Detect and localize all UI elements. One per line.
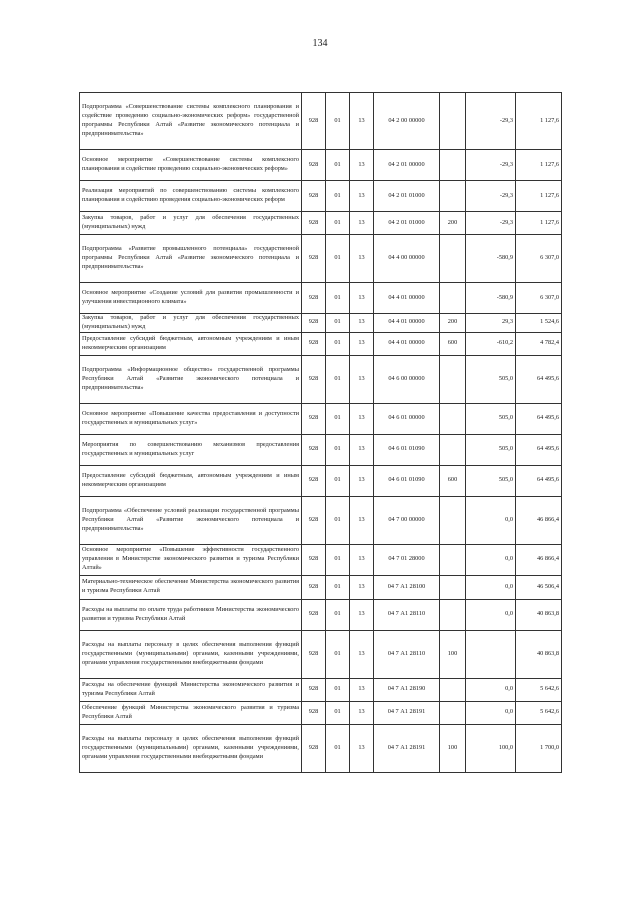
cell-gr: 928 <box>302 496 326 544</box>
cell-vr: 600 <box>440 332 466 355</box>
cell-csr: 04 2 01 01000 <box>374 181 440 212</box>
cell-gr: 928 <box>302 678 326 701</box>
cell-pr: 13 <box>350 544 374 575</box>
cell-csr: 04 4 00 00000 <box>374 235 440 283</box>
cell-pr: 13 <box>350 724 374 772</box>
cell-csr: 04 7 А1 28191 <box>374 724 440 772</box>
cell-change: 0,0 <box>466 599 516 630</box>
table-row <box>80 150 562 181</box>
cell-pr: 13 <box>350 93 374 150</box>
cell-vr: 200 <box>440 212 466 235</box>
table-row <box>80 678 562 701</box>
cell-sum: 46 506,4 <box>516 575 562 599</box>
cell-rz: 01 <box>326 332 350 355</box>
table-row <box>80 355 562 403</box>
cell-pr: 13 <box>350 678 374 701</box>
cell-change: 505,0 <box>466 434 516 465</box>
cell-pr: 13 <box>350 150 374 181</box>
cell-change: -610,2 <box>466 332 516 355</box>
table-row <box>80 93 562 150</box>
cell-gr: 928 <box>302 434 326 465</box>
cell-rz: 01 <box>326 496 350 544</box>
cell-name: Основное мероприятие «Повышение качества предоставления и доступности государственных и муниципальных услуг» <box>80 403 302 434</box>
cell-csr: 04 6 01 01090 <box>374 465 440 496</box>
cell-change: 0,0 <box>466 544 516 575</box>
cell-gr: 928 <box>302 181 326 212</box>
cell-sum: 64 495,6 <box>516 434 562 465</box>
cell-csr: 04 6 01 01090 <box>374 434 440 465</box>
cell-csr: 04 4 01 00000 <box>374 283 440 314</box>
cell-gr: 928 <box>302 283 326 314</box>
cell-pr: 13 <box>350 403 374 434</box>
table-row <box>80 314 562 333</box>
table-row <box>80 332 562 355</box>
cell-rz: 01 <box>326 314 350 333</box>
cell-sum: 1 127,6 <box>516 93 562 150</box>
cell-gr: 928 <box>302 355 326 403</box>
cell-rz: 01 <box>326 701 350 724</box>
cell-vr <box>440 678 466 701</box>
cell-name: Основное мероприятие «Создание условий для развития промышленности и улучшения инвестиционного климата» <box>80 283 302 314</box>
cell-gr: 928 <box>302 150 326 181</box>
cell-vr <box>440 599 466 630</box>
cell-name: Расходы на обеспечение функций Министерства экономического развития и туризма Республики Алтай <box>80 678 302 701</box>
cell-rz: 01 <box>326 93 350 150</box>
cell-sum: 5 642,6 <box>516 701 562 724</box>
cell-name: Расходы на выплаты персоналу в целях обеспечения выполнения функций государственными (муниципальными) органами, казенными учреждениями, органами управления государственными внебюджетными фондами <box>80 724 302 772</box>
table-row <box>80 630 562 678</box>
cell-csr: 04 6 00 00000 <box>374 355 440 403</box>
cell-sum: 64 495,6 <box>516 403 562 434</box>
cell-pr: 13 <box>350 283 374 314</box>
cell-name: Расходы на выплаты по оплате труда работников Министерства экономического развития и туризма Республики Алтай <box>80 599 302 630</box>
cell-sum: 1 127,6 <box>516 181 562 212</box>
cell-pr: 13 <box>350 235 374 283</box>
cell-sum: 64 495,6 <box>516 355 562 403</box>
table-row <box>80 599 562 630</box>
table-row <box>80 434 562 465</box>
cell-vr <box>440 403 466 434</box>
cell-rz: 01 <box>326 403 350 434</box>
cell-gr: 928 <box>302 575 326 599</box>
cell-sum: 1 700,0 <box>516 724 562 772</box>
cell-name: Мероприятия по совершенствованию механизмов предоставления государственных и муниципальных услуг <box>80 434 302 465</box>
cell-gr: 928 <box>302 701 326 724</box>
cell-pr: 13 <box>350 599 374 630</box>
cell-csr: 04 2 00 00000 <box>374 93 440 150</box>
cell-csr: 04 4 01 00000 <box>374 332 440 355</box>
table-row <box>80 544 562 575</box>
table-row <box>80 212 562 235</box>
cell-change: 505,0 <box>466 465 516 496</box>
cell-rz: 01 <box>326 599 350 630</box>
cell-sum: 64 495,6 <box>516 465 562 496</box>
cell-gr: 928 <box>302 724 326 772</box>
cell-sum: 4 782,4 <box>516 332 562 355</box>
cell-change: 0,0 <box>466 678 516 701</box>
page-number: 134 <box>312 38 328 49</box>
cell-rz: 01 <box>326 181 350 212</box>
table-row <box>80 283 562 314</box>
cell-gr: 928 <box>302 630 326 678</box>
cell-pr: 13 <box>350 630 374 678</box>
cell-vr <box>440 181 466 212</box>
cell-name: Предоставление субсидий бюджетным, автономным учреждениям и иным некоммерческим организациям <box>80 332 302 355</box>
cell-sum: 1 524,6 <box>516 314 562 333</box>
cell-name: Закупка товаров, работ и услуг для обеспечения государственных (муниципальных) нужд <box>80 212 302 235</box>
cell-pr: 13 <box>350 575 374 599</box>
cell-change: -29,3 <box>466 93 516 150</box>
cell-rz: 01 <box>326 150 350 181</box>
cell-sum: 40 863,8 <box>516 630 562 678</box>
cell-vr <box>440 701 466 724</box>
cell-csr: 04 6 01 00000 <box>374 403 440 434</box>
cell-pr: 13 <box>350 434 374 465</box>
cell-sum: 6 307,0 <box>516 235 562 283</box>
cell-name: Предоставление субсидий бюджетным, автономным учреждениям и иным некоммерческим организациям <box>80 465 302 496</box>
cell-rz: 01 <box>326 630 350 678</box>
cell-rz: 01 <box>326 544 350 575</box>
cell-change: 505,0 <box>466 403 516 434</box>
table-row <box>80 701 562 724</box>
cell-vr <box>440 93 466 150</box>
cell-rz: 01 <box>326 465 350 496</box>
cell-name: Материально-техническое обеспечение Министерства экономического развития и туризма Республики Алтай <box>80 575 302 599</box>
cell-gr: 928 <box>302 212 326 235</box>
cell-change: 0,0 <box>466 496 516 544</box>
cell-name: Подпрограмма «Развитие промышленного потенциала» государственной программы Республики Алтай «Развитие экономического потенциала и предпринимательства» <box>80 235 302 283</box>
cell-change: -29,3 <box>466 181 516 212</box>
cell-csr: 04 2 01 00000 <box>374 150 440 181</box>
cell-vr <box>440 150 466 181</box>
cell-gr: 928 <box>302 235 326 283</box>
table-row <box>80 575 562 599</box>
cell-gr: 928 <box>302 332 326 355</box>
table-row <box>80 496 562 544</box>
cell-rz: 01 <box>326 212 350 235</box>
cell-vr <box>440 434 466 465</box>
cell-vr <box>440 235 466 283</box>
cell-name: Расходы на выплаты персоналу в целях обеспечения выполнения функций государственными (муниципальными) органами, казенными учреждениями, органами управления государственными внебюджетными фондами <box>80 630 302 678</box>
cell-csr: 04 7 01 28000 <box>374 544 440 575</box>
cell-sum: 46 866,4 <box>516 544 562 575</box>
cell-change: 0,0 <box>466 575 516 599</box>
cell-pr: 13 <box>350 332 374 355</box>
cell-change: -580,9 <box>466 283 516 314</box>
cell-pr: 13 <box>350 355 374 403</box>
cell-csr: 04 7 А1 28191 <box>374 701 440 724</box>
cell-change: -29,3 <box>466 150 516 181</box>
cell-vr <box>440 544 466 575</box>
cell-rz: 01 <box>326 724 350 772</box>
cell-gr: 928 <box>302 465 326 496</box>
cell-sum: 6 307,0 <box>516 283 562 314</box>
cell-change: -580,9 <box>466 235 516 283</box>
cell-rz: 01 <box>326 575 350 599</box>
cell-rz: 01 <box>326 434 350 465</box>
cell-rz: 01 <box>326 678 350 701</box>
cell-change: 505,0 <box>466 355 516 403</box>
cell-pr: 13 <box>350 496 374 544</box>
table-row <box>80 235 562 283</box>
cell-sum: 1 127,6 <box>516 212 562 235</box>
cell-sum: 1 127,6 <box>516 150 562 181</box>
cell-name: Основное мероприятие «Совершенствование системы комплексного планирования и содействие проведению социально-экономических реформ» <box>80 150 302 181</box>
cell-change <box>466 630 516 678</box>
cell-change: 29,3 <box>466 314 516 333</box>
cell-pr: 13 <box>350 181 374 212</box>
cell-vr: 100 <box>440 630 466 678</box>
table-row <box>80 465 562 496</box>
cell-change: -29,3 <box>466 212 516 235</box>
cell-csr: 04 4 01 00000 <box>374 314 440 333</box>
cell-gr: 928 <box>302 403 326 434</box>
cell-name: Подпрограмма «Информационное общество» государственной программы Республики Алтай «Развитие экономического потенциала и предпринимательства» <box>80 355 302 403</box>
cell-vr <box>440 283 466 314</box>
cell-gr: 928 <box>302 544 326 575</box>
cell-change: 0,0 <box>466 701 516 724</box>
table-row <box>80 403 562 434</box>
cell-vr: 100 <box>440 724 466 772</box>
cell-vr <box>440 575 466 599</box>
budget-table <box>79 92 562 773</box>
table-body <box>80 93 562 773</box>
cell-pr: 13 <box>350 465 374 496</box>
cell-csr: 04 7 00 00000 <box>374 496 440 544</box>
cell-pr: 13 <box>350 212 374 235</box>
cell-rz: 01 <box>326 283 350 314</box>
cell-gr: 928 <box>302 93 326 150</box>
cell-sum: 5 642,6 <box>516 678 562 701</box>
cell-name: Реализация мероприятий по совершенствованию системы комплексного планирования и содействию проведения социально-экономических реформ <box>80 181 302 212</box>
cell-csr: 04 7 А1 28110 <box>374 599 440 630</box>
cell-name: Основное мероприятие «Повышение эффективности государственного управления в Министерстве экономического развития и туризма Республики Алтай» <box>80 544 302 575</box>
cell-name: Закупка товаров, работ и услуг для обеспечения государственных (муниципальных) нужд <box>80 314 302 333</box>
cell-vr <box>440 496 466 544</box>
cell-gr: 928 <box>302 314 326 333</box>
cell-vr: 600 <box>440 465 466 496</box>
cell-pr: 13 <box>350 314 374 333</box>
cell-pr: 13 <box>350 701 374 724</box>
cell-name: Обеспечение функций Министерства экономического развития и туризма Республики Алтай <box>80 701 302 724</box>
cell-change: 100,0 <box>466 724 516 772</box>
cell-csr: 04 7 А1 28110 <box>374 630 440 678</box>
table-row <box>80 181 562 212</box>
table-row <box>80 724 562 772</box>
cell-rz: 01 <box>326 235 350 283</box>
cell-vr: 200 <box>440 314 466 333</box>
cell-rz: 01 <box>326 355 350 403</box>
cell-name: Подпрограмма «Обеспечение условий реализации государственной программы Республики Алтай «Развитие экономического потенциала и предпринимательства» <box>80 496 302 544</box>
cell-csr: 04 7 А1 28190 <box>374 678 440 701</box>
cell-csr: 04 2 01 01000 <box>374 212 440 235</box>
cell-name: Подпрограмма «Совершенствование системы комплексного планирования и содействие проведению социально-экономических реформ» государственной программы Республики Алтай «Развитие экономического потенциала и предпринимательства» <box>80 93 302 150</box>
cell-csr: 04 7 А1 28100 <box>374 575 440 599</box>
cell-vr <box>440 355 466 403</box>
cell-sum: 40 863,8 <box>516 599 562 630</box>
cell-sum: 46 866,4 <box>516 496 562 544</box>
cell-gr: 928 <box>302 599 326 630</box>
